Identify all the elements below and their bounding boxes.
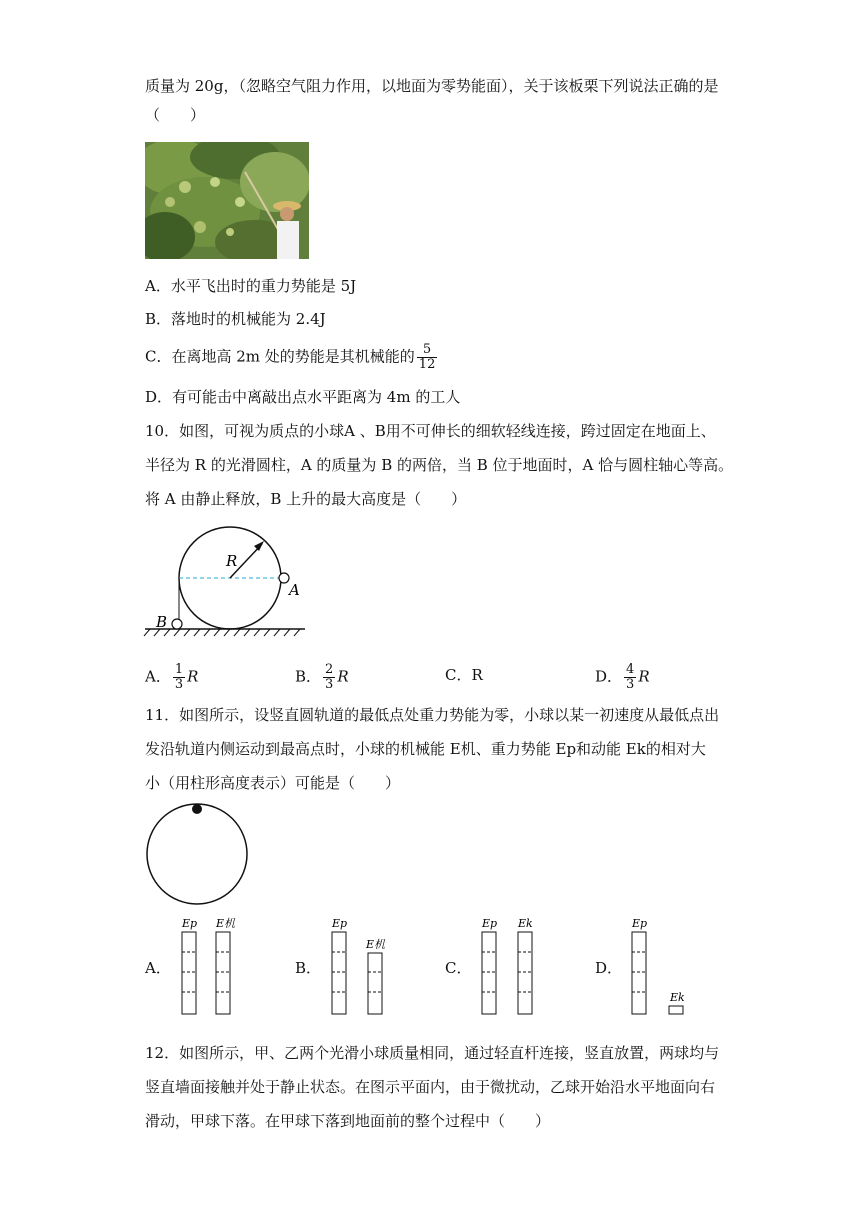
ball-at-top [192, 804, 202, 814]
q10-option-b: B． $\frac{2}{3}$ R [295, 662, 349, 692]
q9-option-d: D．有可能击中离敲出点水平距离为 4m 的工人 [145, 388, 461, 406]
label-ep-b: Ep [332, 917, 348, 930]
q11-option-d-label: D． [595, 959, 623, 977]
q9-option-c-text: C．在离地高 2m 处的势能是其机械能的 [145, 347, 415, 366]
q10-stem-line1: 10．如图，可视为质点的小球A 、B用不可伸长的细软轻线连接，跨过固定在地面上、 [145, 422, 716, 440]
q10-option-c: C．R [445, 666, 483, 684]
q11-option-c-label: C． [445, 959, 472, 977]
q9-stem-line2: （ ） [145, 106, 206, 124]
label-r: R [226, 552, 238, 570]
label-a: A [289, 581, 300, 599]
q10-option-a: A． $\frac{1}{3}$ R [145, 662, 199, 692]
q9-option-b: B．落地时的机械能为 2.4J [145, 310, 326, 328]
ball-a [279, 573, 289, 583]
q9-option-a: A．水平飞出时的重力势能是 5J [145, 277, 357, 295]
bar-emech-a [216, 932, 230, 1014]
label-ek-c: Ek [518, 917, 533, 930]
q11-option-b-label: B． [295, 959, 322, 977]
bar-ep-b [332, 932, 346, 1014]
bar-ep-d [632, 932, 646, 1014]
chestnut-photo [145, 142, 309, 259]
q10-stem-line3: 将 A 由静止释放，B 上升的最大高度是（ ） [145, 490, 467, 508]
q11-bars-c [470, 908, 550, 1018]
q10-cylinder-figure [140, 520, 320, 640]
q10-stem-line2: 半径为 R 的光滑圆柱，A 的质量为 B 的两倍，当 B 位于地面时，A 恰与圆柱轴心等高。 [145, 456, 734, 474]
radius-arrowhead [254, 541, 264, 551]
fraction-5-12: $\frac{5}{12}$ [418, 342, 436, 372]
bar-ep-c [482, 932, 496, 1014]
q9-stem-line1: 质量为 20g，（忽略空气阻力作用，以地面为零势能面），关于该板栗下列说法正确的是 [145, 77, 719, 95]
q10-option-d: D． $\frac{4}{3}$ R [595, 662, 650, 692]
label-ek-d: Ek [670, 991, 685, 1004]
bar-ek-d [669, 1006, 683, 1014]
bar-ek-c [518, 932, 532, 1014]
q11-bars-d [620, 908, 700, 1018]
q9-option-c [145, 343, 439, 372]
label-ep-a: Ep [182, 917, 198, 930]
label-ep-d: Ep [632, 917, 648, 930]
bar-emech-b [368, 953, 382, 1014]
label-emech-b: E机 [366, 938, 386, 951]
q11-stem-line1: 11．如图所示，设竖直圆轨道的最低点处重力势能为零，小球以某一初速度从最低点出 [145, 706, 720, 724]
q11-bars-b [320, 908, 400, 1018]
q12-stem-line2: 竖直墙面接触并处于静止状态。在图示平面内，由于微扰动，乙球开始沿水平地面向右 [145, 1078, 716, 1096]
track-circle [147, 804, 247, 904]
label-emech-a: E机 [216, 917, 236, 930]
q11-option-a-label: A． [145, 959, 171, 977]
ball-b [172, 619, 182, 629]
label-ep-c: Ep [482, 917, 498, 930]
q11-stem-line3: 小（用柱形高度表示）可能是（ ） [145, 774, 401, 792]
q12-stem-line1: 12．如图所示，甲、乙两个光滑小球质量相同，通过轻直杆连接，竖直放置，两球均与 [145, 1044, 720, 1062]
q11-circular-track [140, 798, 255, 910]
q12-stem-line3: 滑动，甲球下落。在甲球下落到地面前的整个过程中（ ） [145, 1112, 551, 1130]
bar-ep-a [182, 932, 196, 1014]
q11-stem-line2: 发沿轨道内侧运动到最高点时，小球的机械能 E机、重力势能 Ep和动能 Ek的相对大 [145, 740, 706, 758]
q11-bars-a [170, 908, 250, 1018]
label-b: B [156, 613, 168, 631]
